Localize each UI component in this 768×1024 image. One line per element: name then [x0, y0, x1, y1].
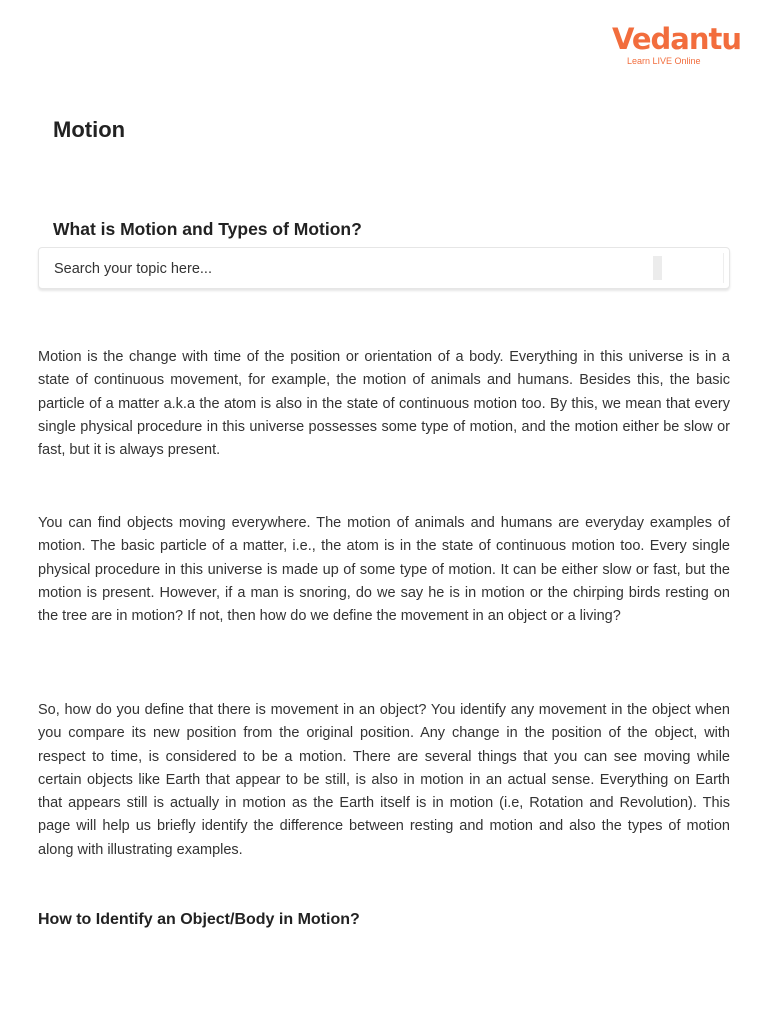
subheading-identify-motion: How to Identify an Object/Body in Motion?	[38, 911, 360, 928]
section-title: What is Motion and Types of Motion?	[53, 219, 362, 239]
search-button[interactable]	[653, 256, 662, 280]
paragraph-define-movement: So, how do you define that there is movement in an object? You identify any movement in the object when you compare its new position from the original position. Any change in the position of the object, with respect to time, is considered to be a motion. There are several things that you can see moving while certain objects like Earth that appear to be still, is also in motion in an actual sense. Everything on Earth that appears still is actually in motion as the Earth itself is in motion (i.e, Rotation and Revolution). This page will help us briefly identify the difference between resting and motion and also the types of motion along with illustrating examples.	[38, 702, 730, 858]
logo-wordmark: Vedantu	[612, 22, 742, 56]
vedantu-logo[interactable]	[612, 22, 742, 74]
logo-tagline: Learn LIVE Online	[627, 56, 701, 66]
search-input[interactable]	[54, 258, 614, 280]
paragraph-objects-moving: You can find objects moving everywhere. The motion of animals and humans are everyday examples of motion. The basic particle of a matter, i.e., the atom is in the state of continuous motion too. Every single physical procedure in this universe is made up of some type of motion. It can be either slow or fast, but the motion is present. However, if a man is snoring, do we say he is in motion or the chirping birds resting on the tree are in motion? If not, then how do we define the movement in an object or a living?	[38, 515, 730, 625]
search-bar-edge	[723, 253, 729, 283]
search-bar	[38, 247, 730, 289]
page-title: Motion	[53, 117, 126, 142]
paragraph-intro: Motion is the change with time of the position or orientation of a body. Everything in this universe is in a state of continuous movement, for example, the motion of animals and humans. Besides this, the basic particle of a matter a.k.a the atom is also in the state of continuous motion too. By this, we mean that every single physical procedure in this universe possesses some type of motion, and the motion either be slow or fast, but it is always present.	[38, 349, 730, 459]
